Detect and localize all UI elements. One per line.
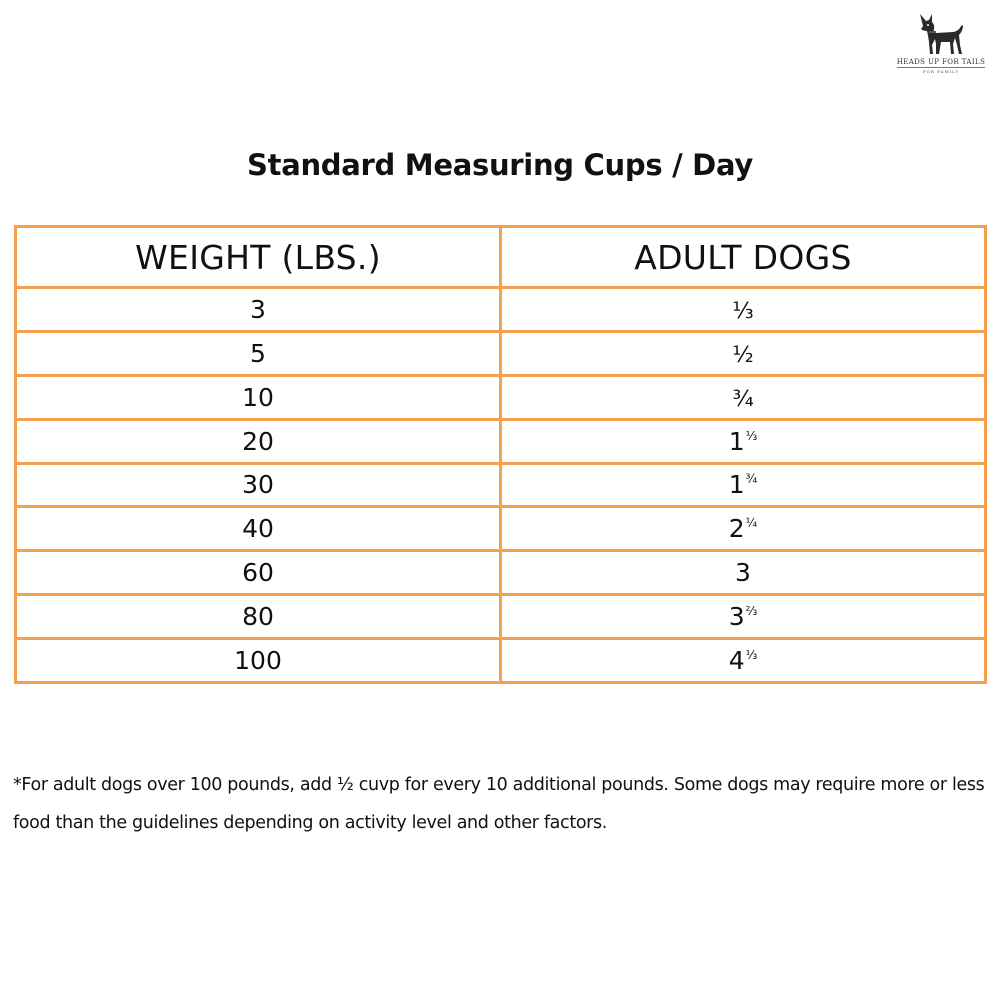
feeding-table [14, 225, 987, 684]
brand-tagline: FOR FAMILY [897, 67, 985, 74]
page-title: Standard Measuring Cups / Day [247, 148, 753, 182]
cups-cell [501, 375, 986, 419]
table-row [16, 331, 986, 375]
weight-cell: 40 [16, 507, 501, 551]
brand-logo [893, 12, 989, 84]
cups-whole: 1 [728, 426, 745, 456]
cups-fraction: ⅓ [745, 428, 758, 443]
table-row [16, 288, 986, 332]
table-row [16, 639, 986, 683]
table-row [16, 595, 986, 639]
header-weight: WEIGHT (LBS.) [16, 227, 501, 288]
cups-cell [501, 288, 986, 332]
cups-fraction: ⅓ [732, 298, 754, 324]
cups-cell [501, 463, 986, 507]
weight-cell: 80 [16, 595, 501, 639]
table-row [16, 419, 986, 463]
weight-cell: 20 [16, 419, 501, 463]
table-row [16, 507, 986, 551]
table-row [16, 463, 986, 507]
header-adult-dogs: ADULT DOGS [501, 227, 986, 288]
cups-whole: 1 [728, 470, 745, 500]
cups-cell [501, 419, 986, 463]
cups-cell [501, 507, 986, 551]
footnote: *For adult dogs over 100 pounds, add ½ cuvp for every 10 additional pounds. Some dogs may require more or less food than the guidelines depending on activity level and other factors. [13, 775, 985, 833]
cups-whole: 3 [735, 558, 751, 588]
cups-fraction: ¾ [732, 386, 754, 412]
cups-fraction: ¼ [745, 516, 758, 531]
table-row [16, 551, 986, 595]
cups-fraction: ½ [732, 342, 754, 368]
cups-cell [501, 595, 986, 639]
weight-cell: 10 [16, 375, 501, 419]
weight-cell: 60 [16, 551, 501, 595]
cups-fraction: ⅓ [745, 648, 758, 662]
cups-whole: 3 [728, 602, 745, 632]
cups-cell [501, 551, 986, 595]
weight-cell: 3 [16, 288, 501, 332]
cups-cell [501, 639, 986, 683]
cups-fraction: ¾ [745, 472, 758, 487]
cups-cell [501, 331, 986, 375]
weight-cell: 100 [16, 639, 501, 683]
cups-whole: 2 [728, 514, 745, 544]
dog-silhouette-icon [915, 12, 967, 56]
table-header-row [16, 227, 986, 288]
brand-name: HEADS UP FOR TAILS [896, 58, 986, 66]
table-row [16, 375, 986, 419]
cups-whole: 4 [728, 646, 745, 675]
weight-cell: 30 [16, 463, 501, 507]
weight-cell: 5 [16, 331, 501, 375]
cups-fraction: ⅔ [745, 604, 758, 619]
